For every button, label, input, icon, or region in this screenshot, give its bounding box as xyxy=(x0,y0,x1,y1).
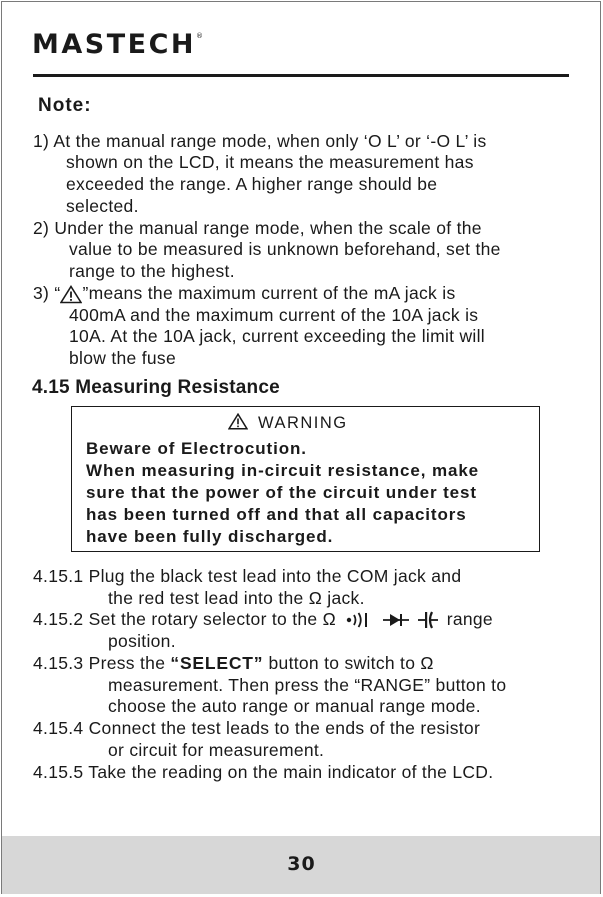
warning-line-5: have been fully discharged. xyxy=(86,527,334,546)
note-title: Note: xyxy=(38,95,92,116)
note-item-3-line-3: 10A. At the 10A jack, current exceeding the limit will xyxy=(69,326,485,346)
warning-line-3: sure that the power of the circuit under test xyxy=(86,483,477,502)
note-item-2-line-3: range to the highest. xyxy=(69,261,235,281)
step-4-15-4-line-1: 4.15.4 Connect the test leads to the ends of the resistor xyxy=(33,718,481,738)
step-4-15-4-line-2: or circuit for measurement. xyxy=(108,740,325,760)
header-rule xyxy=(33,74,569,77)
step-4-15-3-line-2: measurement. Then press the “RANGE” button to xyxy=(108,675,507,695)
note-item-3-line-4: blow the fuse xyxy=(69,348,177,368)
note-item-2-line-2: value to be measured is unknown beforehand, set the xyxy=(69,239,501,259)
page-number: 30 xyxy=(287,853,316,875)
warning-triangle-icon xyxy=(60,285,82,304)
step-4-15-2-line-2: position. xyxy=(108,631,176,651)
section-title: 4.15 Measuring Resistance xyxy=(32,377,280,398)
step-4-15-2-line-1: 4.15.2 Set the rotary selector to the Ω range xyxy=(33,609,493,629)
step-4-15-5-line-1: 4.15.5 Take the reading on the main indicator of the LCD. xyxy=(33,762,494,782)
warning-line-1: Beware of Electrocution. xyxy=(86,439,307,458)
note-item-3-line-2: 400mA and the maximum current of the 10A jack is xyxy=(69,305,479,325)
note-item-1-line-4: selected. xyxy=(66,196,139,216)
step-4-15-3-line-3: choose the auto range or manual range mode. xyxy=(108,696,481,716)
step-4-15-3-line-1: 4.15.3 Press the “SELECT” button to switch to Ω xyxy=(33,653,434,673)
warning-heading: WARNING xyxy=(228,413,348,432)
warning-triangle-icon xyxy=(228,413,248,430)
note-item-1-line-2: shown on the LCD, it means the measurement has xyxy=(66,152,474,172)
step-4-15-1-line-1: 4.15.1 Plug the black test lead into the COM jack and xyxy=(33,566,462,586)
diode-icon xyxy=(382,612,410,628)
continuity-buzzer-icon xyxy=(345,612,373,628)
brand-logo: MASTECH® xyxy=(32,29,203,60)
warning-line-4: has been turned off and that all capacitors xyxy=(86,505,467,524)
note-item-1-line-3: exceeded the range. A higher range should be xyxy=(66,174,438,194)
note-item-3-line-1: 3) “ ”means the maximum current of the mA jack is xyxy=(33,283,456,304)
capacitor-icon xyxy=(418,611,438,629)
note-item-1-line-1: 1) At the manual range mode, when only ‘O L’ or ‘-O L’ is xyxy=(33,131,487,151)
warning-line-2: When measuring in-circuit resistance, make xyxy=(86,461,480,480)
step-4-15-1-line-2: the red test lead into the Ω jack. xyxy=(108,588,365,608)
note-item-2-line-1: 2) Under the manual range mode, when the scale of the xyxy=(33,218,482,238)
